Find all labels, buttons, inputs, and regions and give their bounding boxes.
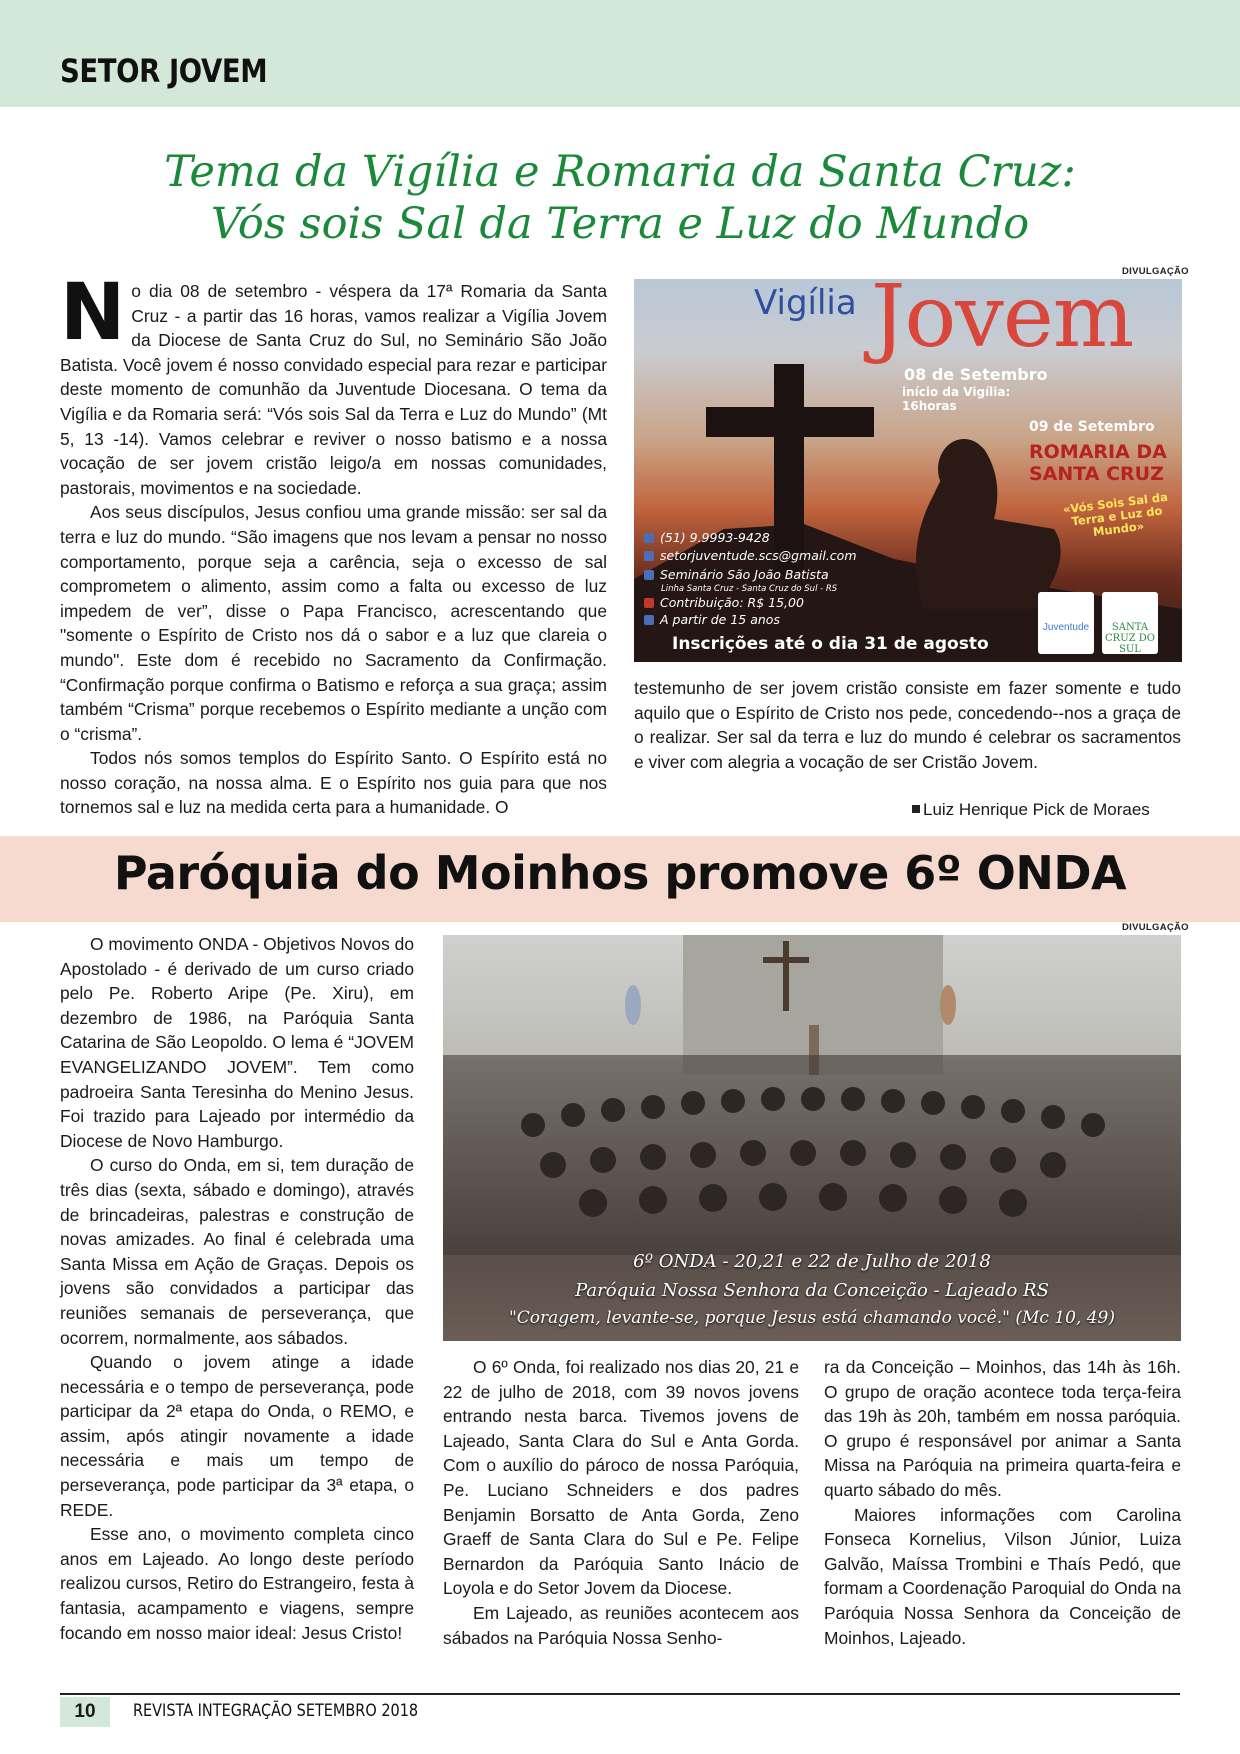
article2-paragraph-8: Maiores informações com Carolina Fonseca Kornelius, Vilson Júnior, Luiza Galvão, Maíssa Trombini e Thaís Pedó, que formam a Coordenação Paroquial do Onda na Paróquia Nossa Senhora da Conceição de Moinhos, Lajeado.	[824, 1504, 1181, 1648]
bullet-square-icon	[912, 805, 920, 813]
dropcap: N	[60, 268, 126, 358]
photo-credit-1: DIVULGAÇÃO	[1122, 266, 1189, 277]
article2-column-middle	[443, 1355, 799, 1650]
article2-paragraph-7: ra da Conceição – Moinhos, das 14h às 16h. O grupo de oração acontece toda terça-feira das 19h às 20h, também em nossa paróquia. O grupo é responsável por animar a Santa Missa na Paróquia na primeira quarta-feira e quarto sábado do mês.	[824, 1357, 1181, 1500]
article1-paragraph-1: No dia 08 de setembro - véspera da 17ª Romaria da Santa Cruz - a partir das 16 horas, vamos realizar a Vigília Jovem da Diocese de Santa Cruz do Sul, no Seminário São João Batista. Você jovem é nosso convidado especial para rezar e participar deste momento de comunhão da Juventude Diocesana. O tema da Vigília e da Romaria será: “Vós sois Sal da Terra e Luz do Mundo” (Mt 5, 13 -14). Vamos celebrar e reviver o nosso batismo e a nossa vocação de ser jovem cristão leigo/a em nossas comunidades, pastorais, movimentos e na sociedade.	[60, 268, 607, 498]
poster-deadline: Inscrições até o dia 31 de agosto	[672, 634, 989, 654]
poster-address: Linha Santa Cruz - Santa Cruz do Sul - RS	[661, 584, 838, 594]
phone-icon	[644, 533, 654, 543]
location-icon	[644, 570, 654, 580]
article1-column-right	[634, 676, 1181, 774]
photo-caption-3: "Coragem, levante-se, porque Jesus está chamando você." (Mc 10, 49)	[508, 1308, 1116, 1328]
article2-paragraph-4: Esse ano, o movimento completa cinco anos em Lajeado. Ao longo deste período realizou cursos, Retiro do Estrangeiro, festa à fantasia, acampamento e viagens, sempre focando em nosso maior ideal: Jesus Cristo!	[60, 1524, 414, 1643]
diocese-logo: SANTA CRUZ DO SUL	[1102, 592, 1158, 654]
article1-column-left	[60, 268, 607, 820]
group-photo	[443, 935, 1181, 1341]
poster-vigilia: Vigília	[754, 283, 857, 323]
footer-rule	[60, 1693, 1180, 1695]
money-icon	[644, 598, 654, 608]
section-title: SETOR JOVEM	[60, 52, 268, 90]
photo-caption-2: Paróquia Nossa Senhora da Conceição - Lajeado RS	[575, 1280, 1049, 1301]
article2-column-left	[60, 932, 414, 1645]
byline: Luiz Henrique Pick de Moraes	[912, 800, 1150, 820]
article2-paragraph-3: Quando o jovem atinge a idade necessária e o tempo de perseverança, pode participar da 2ª etapa do Onda, o REMO, e assim, após atingir novamente a idade necessária e mais um tempo de perseverança, pode participar da 3ª etapa, o REDE.	[60, 1352, 414, 1520]
page-number: 10	[60, 1697, 110, 1727]
juventude-logo: Juventude	[1038, 592, 1094, 654]
poster-date-2: 09 de Setembro	[1029, 419, 1155, 435]
vigilia-poster	[634, 279, 1182, 662]
article1-title-line1: Tema da Vigília e Romaria da Santa Cruz:	[164, 147, 1076, 197]
article2-title: Paróquia do Moinhos promove 6º ONDA	[113, 846, 1127, 900]
article1-title-line2: Vós sois Sal da Terra e Luz do Mundo	[210, 199, 1030, 249]
article2-paragraph-1: O movimento ONDA - Objetivos Novos do Apostolado - é derivado de um curso criado pelo Pe. Roberto Aripe (Pe. Xiru), em dezembro de 1986, na Paróquia Santa Catarina de São Leopoldo. O lema é “JOVEM EVANGELIZANDO JOVEM”. Tem como padroeira Santa Teresinha do Menino Jesus. Foi trazido para Lajeado por intermédio da Diocese de Novo Hamburgo.	[60, 934, 414, 1151]
poster-fee: Contribuição: R$ 15,00	[644, 595, 804, 610]
article2-paragraph-6: Em Lajeado, as reuniões acontecem aos sábados na Paróquia Nossa Senho-	[443, 1602, 799, 1648]
article1-paragraph-3: Todos nós somos templos do Espírito Santo. O Espírito está no nosso coração, na nossa alma. E o Espírito nos guia para que nos tornemos sal e luz na medida certa para a humanidade. O	[60, 748, 607, 818]
poster-phone: (51) 9.9993-9428	[644, 530, 770, 545]
article1-paragraph-2: Aos seus discípulos, Jesus confiou uma grande missão: ser sal da terra e luz do mundo. “São imagens que nos levam a pensar no nosso comportamento, porque seja a carência, seja o excesso de sal comprometem o alimento, assim como a falta ou excesso de luz impedem de ver”, disse o Papa Francisco, acrescentando que "somente o Espírito de Cristo nos dá o sabor e a luz que clareia o mundo". Este dom é recebido no Sacramento da Confirmação. “Confirmação porque confirma o Batismo e reforça a sua graça; assim também “Crisma” porque recebemos o Espírito mediante a unção com o “crisma”.	[60, 502, 607, 744]
poster-quote: «Vós Sois Sal da Terra e Luz do Mundo»	[1062, 489, 1169, 539]
poster-romaria: ROMARIA DA SANTA CRUZ	[1029, 441, 1167, 485]
poster-place: Seminário São João Batista	[644, 567, 829, 582]
article1-paragraph-4: testemunho de ser jovem cristão consiste em fazer somente e tudo aquilo que o Espírito de Cristo nos pede, concedendo--nos a graça de o realizar. Ser sal da terra e luz do mundo é celebrar os sacramentos e viver com alegria a vocação de ser Cristão Jovem.	[634, 678, 1181, 772]
email-icon	[644, 551, 654, 561]
age-icon	[644, 615, 654, 625]
poster-age: A partir de 15 anos	[644, 612, 780, 627]
article2-column-right	[824, 1355, 1181, 1650]
photo-caption-1: 6º ONDA - 20,21 e 22 de Julho de 2018	[633, 1251, 991, 1272]
article2-paragraph-2: O curso do Onda, em si, tem duração de três dias (sexta, sábado e domingo), através de brincadeiras, palestras e construção de novas amizades. Ao final é celebrada uma Santa Missa em Ação de Graças. Depois os jovens são convidados a participar das reuniões semanais de perseverança, que ocorrem, normalmente, aos sábados.	[60, 1155, 414, 1348]
poster-start-time: início da Vigília: 16horas	[902, 385, 1011, 413]
article2-paragraph-5: O 6º Onda, foi realizado nos dias 20, 21 e 22 de julho de 2018, com 39 novos jovens entrando nesta barca. Tivemos jovens de Lajeado, Santa Clara do Sul e Anta Gorda. Com o auxílio do pároco de nossa Paróquia, Pe. Luciano Schneiders e dos padres Benjamin Borsatto de Anta Gorda, Zeno Graeff de Santa Clara do Sul e Pe. Felipe Bernardon da Paróquia Santo Inácio de Loyola e do Setor Jovem da Diocese.	[443, 1357, 799, 1599]
photo-credit-2: DIVULGAÇÃO	[1122, 922, 1189, 933]
poster-email: setorjuventude.scs@gmail.com	[644, 548, 857, 563]
poster-date-1: 08 de Setembro	[904, 365, 1048, 384]
magazine-name: REVISTA INTEGRAÇÃO SETEMBRO 2018	[133, 1701, 419, 1721]
poster-jovem: Jovem	[871, 279, 1134, 367]
